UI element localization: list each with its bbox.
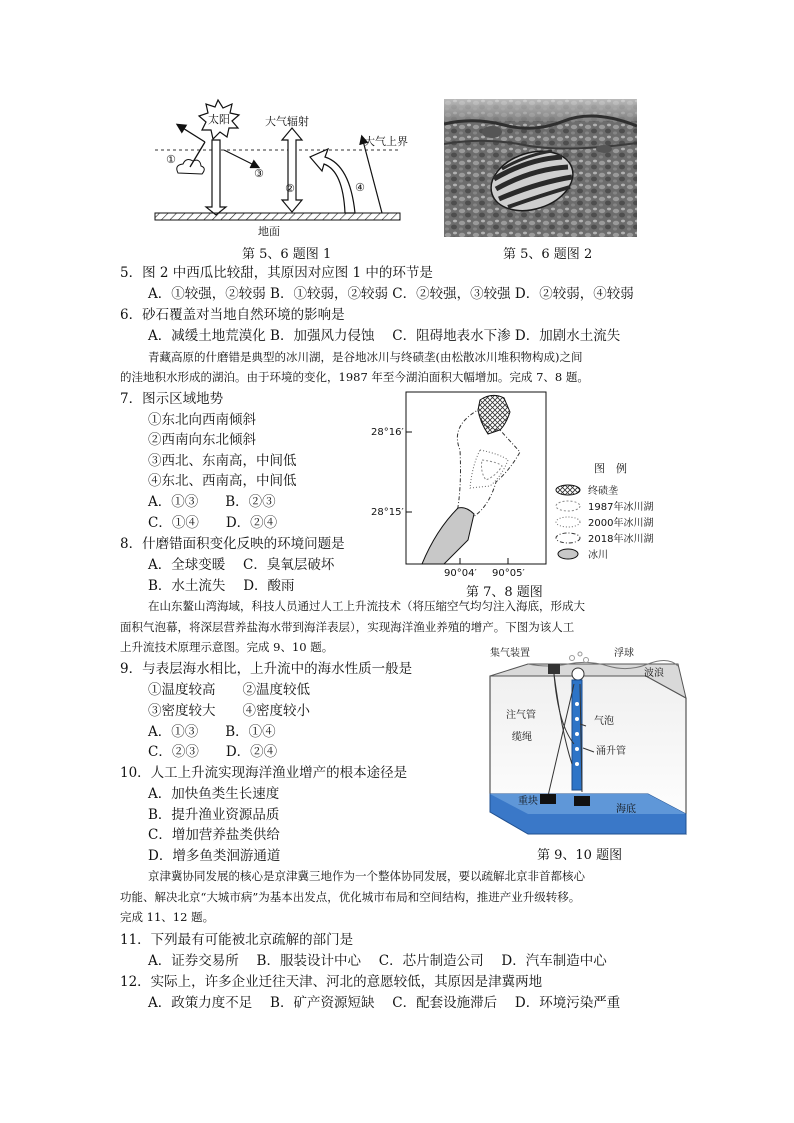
weight-block-2 [574,796,590,806]
map-frame [406,392,546,564]
map-caption: 第 7、8 题图 [466,585,543,600]
legend-2000-swatch [556,517,580,527]
passage-7-8-line2: 的洼地积水形成的湖泊。由于环境的变化，1987 年至今湖泊面积大幅增加。完成 7、8 题。 [120,370,589,384]
legend-2000: 2000年冰川湖 [588,518,654,529]
lat-label-2: 28°15′ [371,507,404,518]
atmospheric-radiation-label: 大气辐射 [265,115,309,128]
q10-option-c: C．增加营养盐类供给 [148,827,280,843]
label-3: ③ [254,167,264,180]
legend-moraine: 终碛垄 [588,486,618,497]
atmosphere-top-label: 大气上界 [364,135,408,148]
passage-9-10-line1: 在山东鳌山湾海域，科技人员通过人工上升流技术（将压缩空气均匀注入海底，形成大 [148,599,585,613]
legend-title: 图 例 [594,462,627,475]
q7-options-cd: C．①④ D．②④ [148,515,278,531]
q7-options-ab: A．①③ B．②③ [148,494,276,510]
label-1: ① [166,153,176,166]
collector-icon [548,664,560,674]
passage-11-12-line1: 京津冀协同发展的核心是京津冀三地作为一个整体协同发展，要以疏解北京非首都核心 [148,869,585,883]
q5-stem: 5．图 2 中西瓜比较甜，其原因对应图 1 中的环节是 [120,265,433,281]
inject-pipe-label: 注气管 [506,710,536,721]
collector-label: 集气装置 [490,648,530,659]
figure-lake-map [370,390,700,590]
q8-options-line1: A．全球变暖 C．臭氧层破坏 [148,557,335,573]
q10-option-a: A．加快鱼类生长速度 [148,786,280,802]
q6-stem: 6．砂石覆盖对当地自然环境的影响是 [120,307,345,323]
q10-option-b: B．提升渔业资源品质 [148,807,280,823]
q8-stem: 8．什磨错面积变化反映的环境问题是 [120,536,345,552]
lake-map-svg [370,390,700,590]
fig1-caption: 第 5、6 题图 1 [242,247,332,262]
ground-radiation-arrow [310,149,355,213]
q10-option-d: D．增多鱼类洄游通道 [148,848,281,864]
ground-label: 地面 [258,225,280,238]
passage-9-10-line3: 上升流技术原理示意图。完成 9、10 题。 [120,640,334,654]
seabed-label: 海底 [616,804,636,815]
q9-items-row1: ①温度较高 ②温度较低 [148,682,310,698]
float-label: 浮球 [614,648,634,659]
lon-label-2: 90°05′ [492,568,525,579]
q7-item-3: ③西北、东南高，中间低 [148,453,297,469]
q12-stem: 12．实际上，许多企业迁往天津、河北的意愿较低，其原因是津冀两地 [120,974,543,990]
passage-11-12-line2: 功能、解决北京“大城市病”为基本出发点，优化城市布局和空间结构，推进产业升级转移。 [120,890,581,904]
weight-block-1 [540,794,556,804]
rope-label: 缆绳 [512,732,532,743]
upwelling-diagram-svg [488,644,688,840]
fig3-caption: 第 9、10 题图 [537,848,623,863]
q9-options-cd: C．②③ D．②④ [148,744,278,760]
wave-label: 波浪 [644,668,664,679]
sun-icon [199,100,239,139]
q7-stem: 7．图示区域地势 [120,391,224,407]
q5-options: A．①较强，②较弱 B．①较弱，②较弱 C．②较强，③较强 D．②较弱，④较弱 [148,286,634,302]
q7-item-1: ①东北向西南倾斜 [148,412,256,428]
fig2-caption: 第 5、6 题图 2 [503,247,593,262]
legend-2018: 2018年冰川湖 [588,534,654,545]
lon-label-1: 90°04′ [444,568,477,579]
sun-label: 太阳 [208,113,230,126]
solar-radiation-arrow [206,140,226,215]
legend-moraine-swatch [556,485,580,495]
q9-options-ab: A．①③ B．①④ [148,724,276,740]
legend-1987: 1987年冰川湖 [588,502,654,513]
figure-radiation-diagram [150,95,410,240]
q6-options: A．减缓土地荒漠化 B．加强风力侵蚀 C．阻碍地表水下渗 D．加剧水土流失 [148,328,621,344]
passage-7-8-line1: 青藏高原的什磨错是典型的冰川湖，是谷地冰川与终碛垄(由松散冰川堆积物构成)之间 [148,350,583,364]
lat-label-1: 28°16′ [371,427,404,438]
passage-9-10-line2: 面积气泡幕，将深层营养盐海水带到海洋表层），实现海洋渔业养殖的增产。下图为该人工 [120,620,575,634]
q10-stem: 10．人工上升流实现海洋渔业增产的根本途径是 [120,765,408,781]
legend-glacier-swatch [558,549,578,559]
float-icon [572,668,584,680]
legend-glacier: 冰川 [588,550,608,561]
figure-watermelon-photo [444,99,637,237]
q7-item-4: ④东北、西南高，中间低 [148,473,297,489]
weight-label: 重块 [518,796,538,807]
q8-options-line2: B．水土流失 D．酸雨 [148,578,295,594]
figure-upwelling-diagram [488,644,688,840]
q11-stem: 11．下列最有可能被北京疏解的部门是 [120,932,354,948]
legend-1987-swatch [556,501,580,511]
legend-2018-swatch [556,533,580,543]
q9-stem: 9．与表层海水相比，上升流中的海水性质一般是 [120,661,413,677]
q7-item-2: ②西南向东北倾斜 [148,432,256,448]
watermelon-photo-svg [444,99,637,237]
q11-options: A．证券交易所 B．服装设计中心 C．芯片制造公司 D．汽车制造中心 [148,953,607,969]
passage-11-12-line3: 完成 11、12 题。 [120,910,215,924]
q12-options: A．政策力度不足 B．矿产资源短缺 C．配套设施滞后 D．环境污染严重 [148,995,621,1011]
ground-bar [155,213,400,220]
q9-items-row2: ③密度较大 ④密度较小 [148,703,310,719]
label-4: ④ [355,181,365,194]
label-2: ② [285,182,295,195]
atmospheric-radiation-arrow [282,128,302,212]
riser-pipe-label: 涌升管 [596,746,626,757]
bubble-label: 气泡 [594,716,614,727]
radiation-diagram-svg [150,95,410,240]
